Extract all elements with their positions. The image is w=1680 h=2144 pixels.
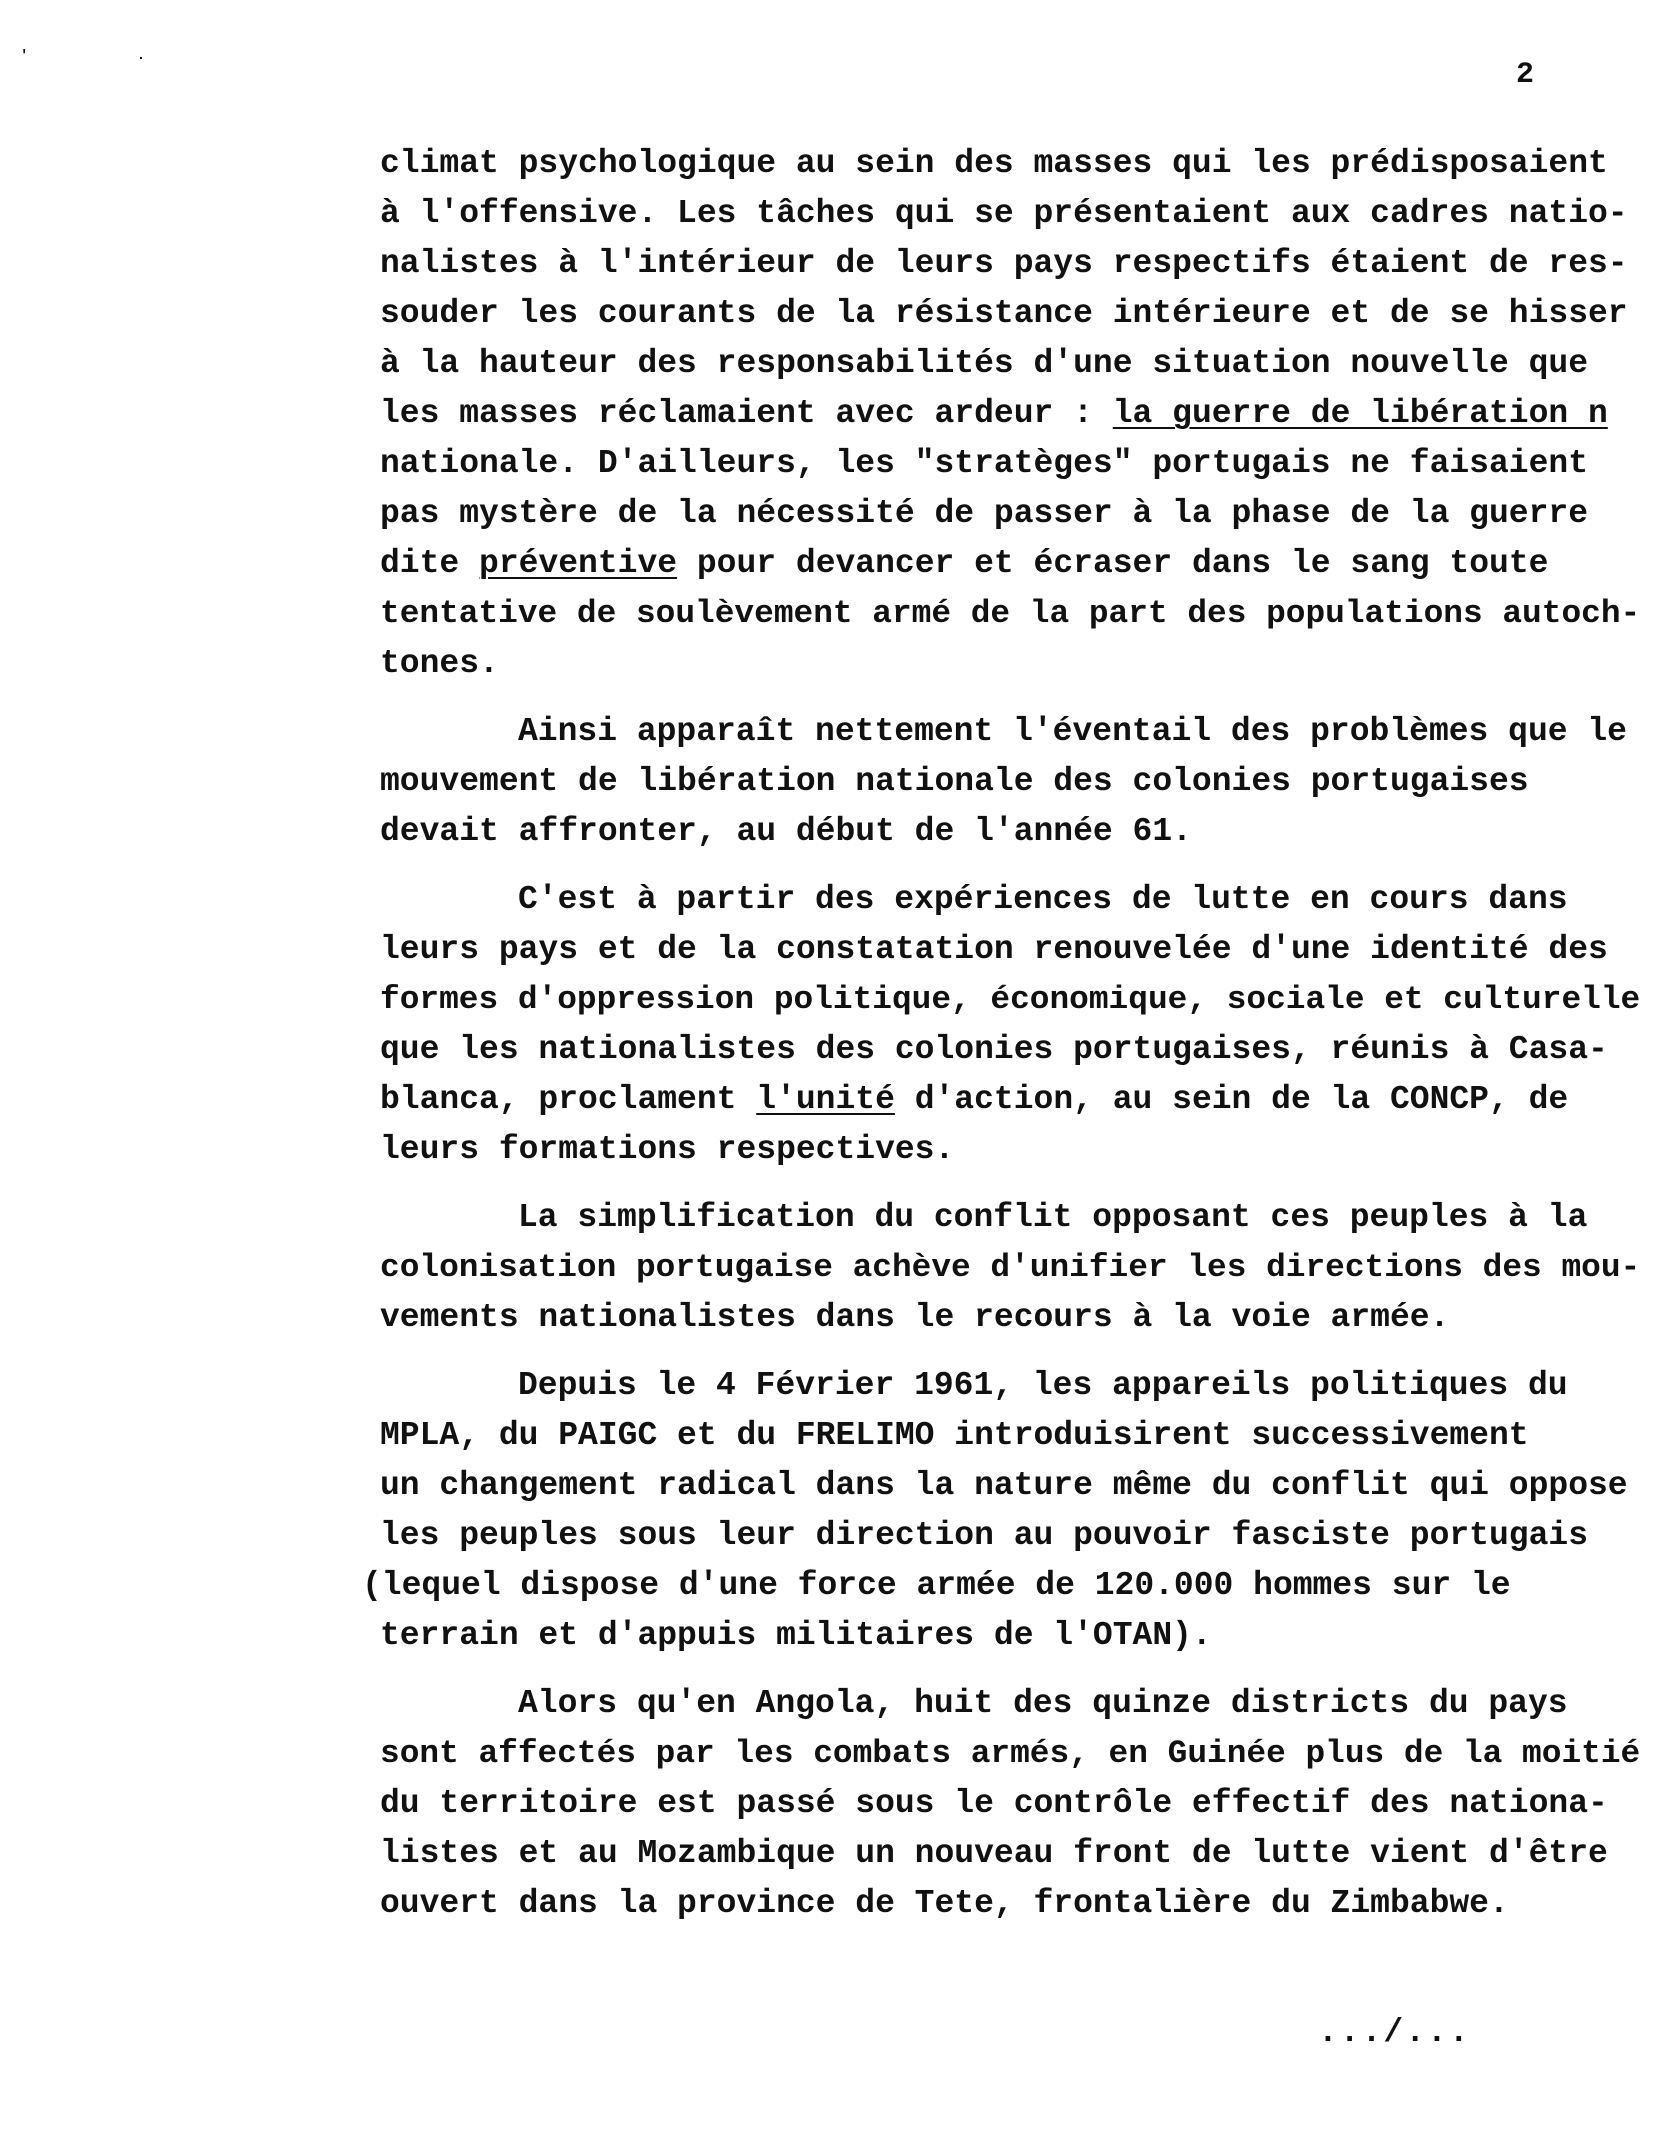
text-segment: d'action, au sein de la CONCP, de [894, 1081, 1569, 1118]
text-segment: les masses réclamaient avec ardeur : [380, 395, 1113, 432]
text-line [380, 1784, 1608, 1824]
text-segment: que les nationalistes des colonies portugaises, réunis à Casa- [380, 1031, 1608, 1068]
scan-specks: ' . [20, 48, 196, 64]
text-segment: pas mystère de la nécessité de passer à la phase de la guerre [380, 495, 1588, 532]
text-line [518, 880, 1568, 920]
text-segment: du territoire est passé sous le contrôle effectif des nationa- [380, 1785, 1608, 1822]
text-line [380, 594, 1640, 634]
text-segment: terrain et d'appuis militaires de l'OTAN). [380, 1617, 1212, 1654]
text-segment: mouvement de libération nationale des colonies portugaises [380, 763, 1529, 800]
text-segment: (lequel dispose d'une force armée de 120.000 hommes sur le [362, 1567, 1511, 1604]
text-segment: à l'offensive. Les tâches qui se présentaient aux cadres natio- [380, 195, 1628, 232]
text-segment: Depuis le 4 Février 1961, les appareils politiques du [518, 1367, 1568, 1404]
text-line [380, 1516, 1588, 1556]
text-line [380, 644, 499, 684]
underlined-phrase: l'unité [756, 1081, 895, 1118]
text-segment: nationale. D'ailleurs, les "stratèges" portugais ne faisaient [380, 445, 1588, 482]
text-line [380, 980, 1640, 1020]
text-segment: C'est à partir des expériences de lutte en cours dans [518, 881, 1568, 918]
text-segment: Alors qu'en Angola, huit des quinze districts du pays [518, 1685, 1568, 1722]
text-segment: nalistes à l'intérieur de leurs pays respectifs étaient de res- [380, 245, 1628, 282]
text-line [380, 1248, 1640, 1288]
text-line [380, 344, 1588, 384]
text-segment: souder les courants de la résistance intérieure et de se hisser [380, 295, 1628, 332]
underlined-phrase: la guerre de libération n [1112, 395, 1608, 432]
text-line [380, 1298, 1449, 1338]
text-segment: leurs pays et de la constatation renouvelée d'une identité des [380, 931, 1608, 968]
text-line [380, 1416, 1529, 1456]
text-line [380, 1130, 954, 1170]
text-line [380, 194, 1628, 234]
text-segment: sont affectés par les combats armés, en Guinée plus de la moitié [380, 1735, 1641, 1772]
text-segment: leurs formations respectives. [380, 1131, 955, 1168]
text-line [380, 762, 1529, 802]
text-line [380, 494, 1588, 534]
text-line [380, 294, 1628, 334]
underlined-phrase: préventive [479, 545, 678, 582]
text-line [380, 144, 1608, 184]
text-segment: les peuples sous leur direction au pouvoir fasciste portugais [380, 1517, 1588, 1554]
text-segment: à la hauteur des responsabilités d'une situation nouvelle que [380, 345, 1588, 382]
text-segment: vements nationalistes dans le recours à la voie armée. [380, 1299, 1450, 1336]
text-line [362, 1566, 1511, 1606]
text-line [380, 1080, 1568, 1120]
text-line [380, 1030, 1608, 1070]
text-line [380, 544, 1548, 584]
text-line [518, 1366, 1568, 1406]
text-line [380, 1616, 1212, 1656]
text-segment: MPLA, du PAIGC et du FRELIMO introduisirent successivement [380, 1417, 1529, 1454]
page-number: 2 [1516, 58, 1535, 92]
text-line [380, 930, 1608, 970]
text-line [380, 394, 1608, 434]
text-line [380, 244, 1628, 284]
text-line [380, 1834, 1608, 1874]
text-segment: Ainsi apparaît nettement l'éventail des problèmes que le [518, 713, 1627, 750]
text-line [380, 1466, 1628, 1506]
text-line [518, 1684, 1568, 1724]
text-segment: pour devancer et écraser dans le sang toute [677, 545, 1549, 582]
text-line [380, 812, 1192, 852]
text-segment: devait affronter, au début de l'année 61. [380, 813, 1192, 850]
text-line [380, 1734, 1640, 1774]
text-segment: climat psychologique au sein des masses qui les prédisposaient [380, 145, 1608, 182]
text-segment: tentative de soulèvement armé de la part des populations autoch- [380, 595, 1641, 632]
continuation-marker: .../... [1318, 2014, 1471, 2051]
text-segment: ouvert dans la province de Tete, frontalière du Zimbabwe. [380, 1885, 1509, 1922]
text-line [380, 444, 1588, 484]
text-segment: La simplification du conflit opposant ces peuples à la [518, 1199, 1588, 1236]
text-segment: tones. [380, 645, 499, 682]
text-segment: un changement radical dans la nature même du conflit qui oppose [380, 1467, 1628, 1504]
text-line [518, 1198, 1587, 1238]
text-segment: blanca, proclament [380, 1081, 757, 1118]
text-line [518, 712, 1627, 752]
text-segment: listes et au Mozambique un nouveau front de lutte vient d'être [380, 1835, 1608, 1872]
text-segment: colonisation portugaise achève d'unifier les directions des mou- [380, 1249, 1641, 1286]
text-segment: formes d'oppression politique, économique, sociale et culturelle [380, 981, 1641, 1018]
text-segment: dite [380, 545, 480, 582]
text-line [380, 1884, 1509, 1924]
